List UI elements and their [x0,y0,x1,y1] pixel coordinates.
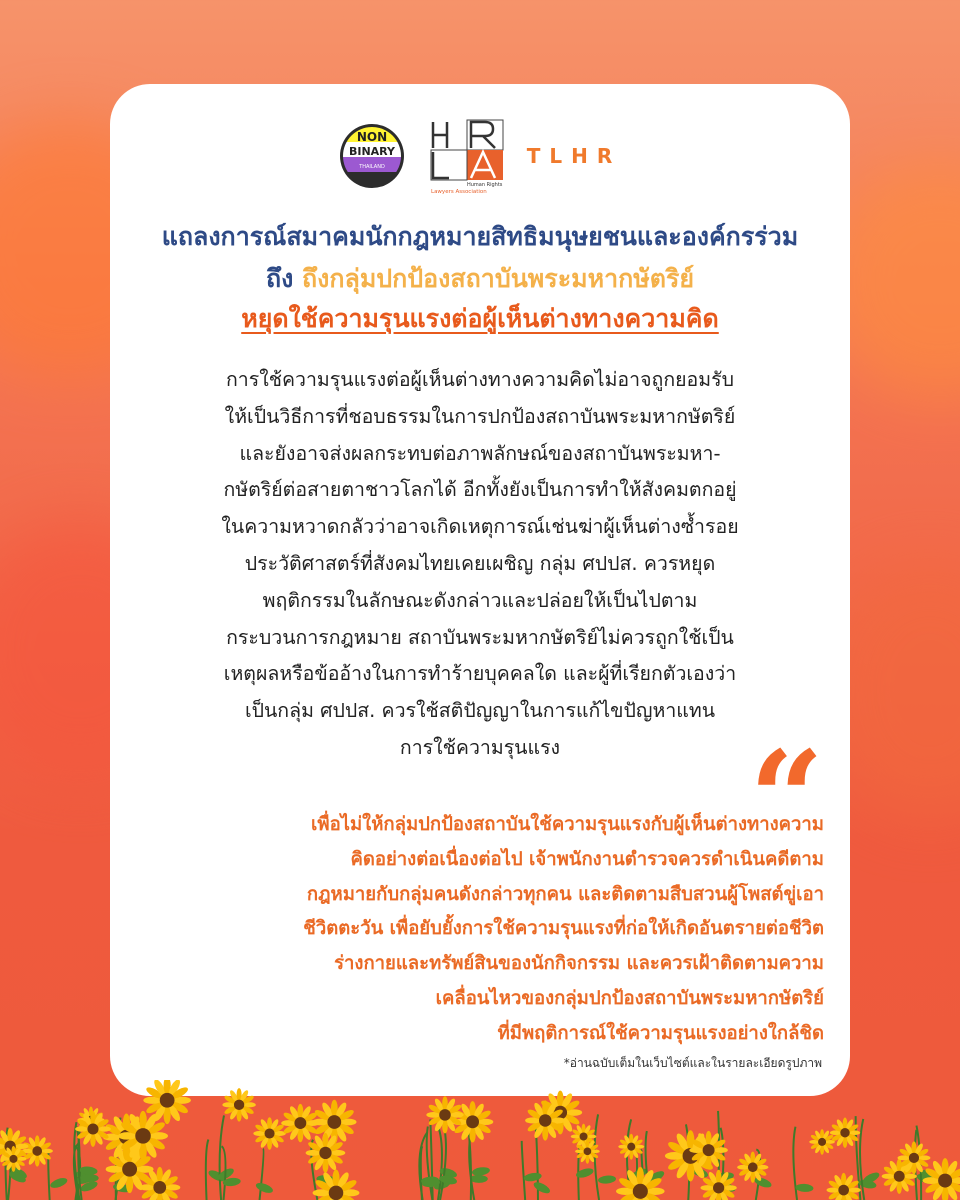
sunflower-stem [206,1139,209,1200]
sunflower-leaf [532,1180,552,1196]
footnote: *อ่านฉบับเต็มในเว็บไซต์และในรายละเอียดรูปภาพ [563,1056,822,1070]
sunflower-leaf [523,1172,542,1183]
tlhr-logo [527,144,622,168]
quote-line: ที่มีพฤติการณ์ใช้ความรุนแรงอย่างใกล้ชิด [497,1022,824,1044]
body-line: กษัตริย์ต่อสายตาชาวโลกได้ อีกทั้งยังเป็นการทำให้สังคมตกอยู่ [223,478,737,502]
sunflower-stem [260,1149,264,1200]
body-line: ให้เป็นวิธีการที่ชอบธรรมในการปกป้องสถาบันพระมหากษัตริย์ [224,404,736,428]
nonbinary-logo-line1: NON [356,130,387,144]
sunflower-leaf [753,1176,773,1190]
sunflower-icon [281,1104,319,1142]
quote-line: กฎหมายกับกลุ่มคนดังกล่าวทุกคน และติดตามสืบสวนผู้โพสต์ขู่เอา [306,883,824,905]
sunflower-leaf [795,1183,814,1192]
headline-line-2-highlight: ถึงกลุ่มปกป้องสถาบันพระมหากษัตริย์ [302,264,695,293]
sunflower-leaf [255,1181,275,1195]
sunflower-icon [222,1088,255,1121]
sunflower-stem [860,1119,864,1200]
logo-row [110,116,850,196]
statement-card [110,84,850,1096]
body-line: ในความหวาดกลัวว่าอาจเกิดเหตุการณ์เช่นฆ่าผู้เห็นต่างซ้ำรอย [221,515,739,539]
body-line: เหตุผลหรือข้ออ้างในการทำร้ายบุคคลใด และผู้ที่เรียกตัวเองว่า [223,662,737,686]
sunflower-icon [75,1111,111,1147]
hrla-tagline-1: Human Rights [466,182,503,188]
demand-quote [140,808,824,1052]
hrla-tagline-2: Lawyers Association [430,189,487,194]
body-line: พฤติกรรมในลักษณะดังกล่าวและปล่อยให้เป็นไปตาม [262,588,698,612]
body-line: การใช้ความรุนแรงต่อผู้เห็นต่างทางความคิดไม่อาจถูกยอมรับ [226,368,734,391]
nonbinary-logo-line3: THAILAND [358,164,385,170]
body-line: ประวัติศาสตร์ที่สังคมไทยเคยเผชิญ กลุ่ม ศปปส. ควรหยุด [244,551,716,575]
quote-line: คิดอย่างต่อเนื่องต่อไป เจ้าพนักงานตำรวจควรดำเนินคดีตาม [350,848,824,870]
sunflower-leaf [470,1175,488,1183]
body-line: และยังอาจส่งผลกระทบต่อภาพลักษณ์ของสถาบันพระมหา- [239,441,721,465]
headline-line-1: แถลงการณ์สมาคมนักกฎหมายสิทธิมนุษยชนและองค์กรร่วม [161,222,799,251]
nonbinary-logo-line2: BINARY [348,145,395,158]
quote-line: เพื่อไม่ให้กลุ่มปกป้องสถาบันใช้ความรุนแรงกับผู้เห็นต่างทางความ [311,814,824,835]
statement-body [140,362,820,767]
sunflower-icon [313,1169,360,1200]
hrla-logo [427,118,505,194]
sunflower-icon [618,1134,644,1160]
quote-line: ร่างกายและทรัพย์สินของนักกิจกรรม และควรเฝ้าติดตามความ [334,953,824,975]
sunflower-icon [827,1173,861,1200]
sunflower-icon [923,1158,960,1200]
nonbinary-thailand-logo [339,123,405,189]
quote-line: เคลื่อนไหวของกลุ่มปกป้องสถาบันพระมหากษัตริย์ [435,987,824,1009]
sunflower-stem [522,1141,525,1200]
body-line: กระบวนการกฎหมาย สถาบันพระมหากษัตริย์ไม่ควรถูกใช้เป็น [226,625,734,649]
body-line: การใช้ความรุนแรง [399,735,561,759]
headline-line-2-prefix: ถึง [265,264,294,293]
sunflower-icon [253,1117,286,1150]
tlhr-logo-text: TLHR [526,144,622,168]
sunflower-icon [737,1152,768,1183]
sunflower-leaf [49,1176,69,1190]
sunflower-stem [220,1115,224,1200]
sunflower-leaf [598,1175,617,1185]
body-line: เป็นกลุ่ม ศปปส. ควรใช้สติปัญญาในการแก้ไขปัญหาแทน [244,699,716,723]
quotation-mark-icon: “ [749,734,824,814]
sunflower-border [0,1080,960,1200]
sunflower-leaf [471,1166,490,1177]
quote-line: ชีวิตตะวัน เพื่อยับยั้งการใช้ความรุนแรงที่ก่อให้เกิดอันตรายต่อชีวิต [303,918,824,940]
headline-line-3: หยุดใช้ความรุนแรงต่อผู้เห็นต่างทางความคิด [241,304,719,333]
headline-line-2 [110,258,850,300]
